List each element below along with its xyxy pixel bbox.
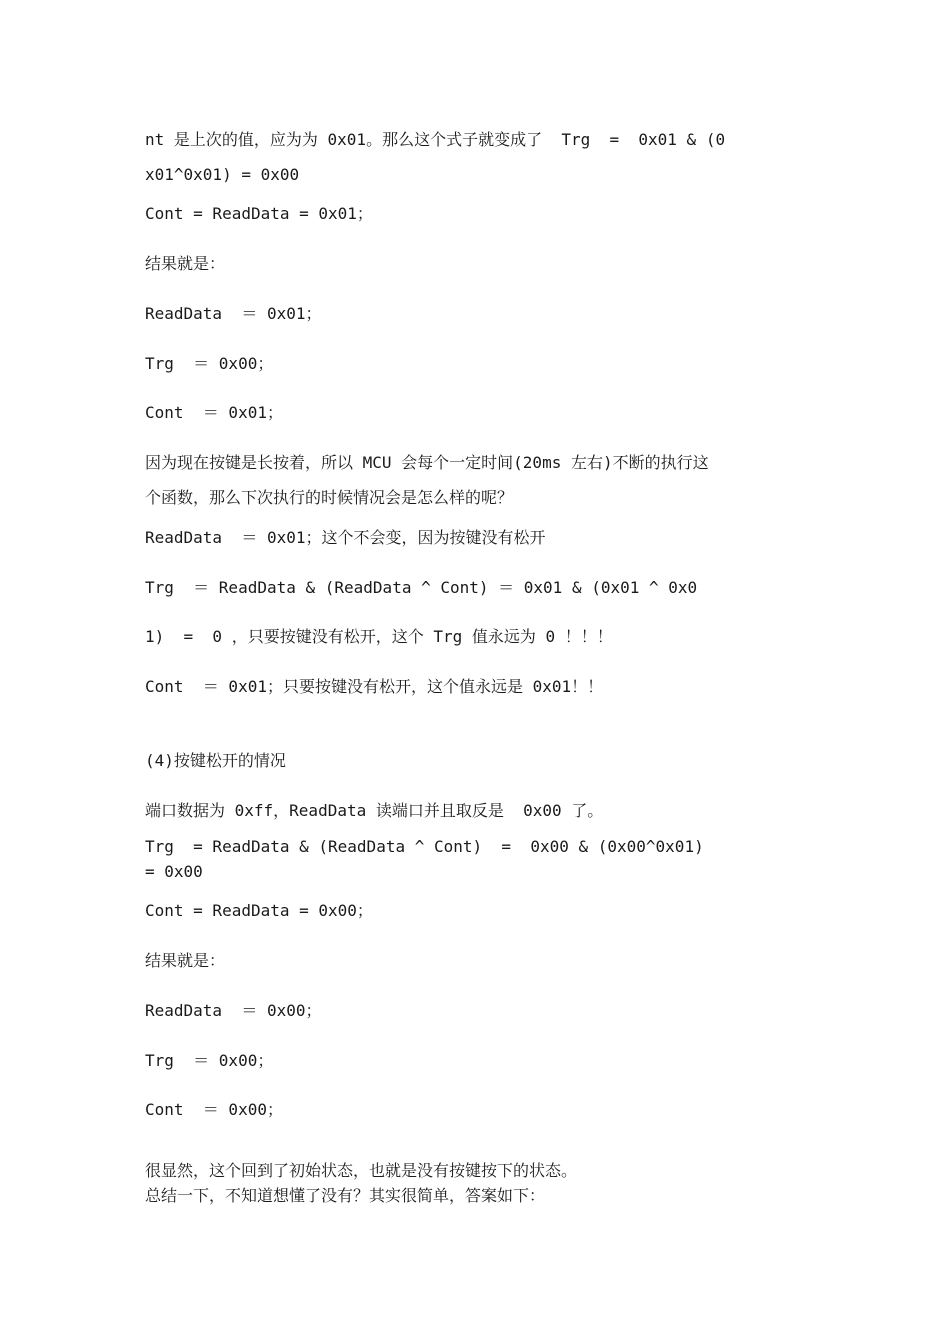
- text-line: 因为现在按键是长按着，所以 MCU 会每个一定时间(20ms 左右)不断的执行这: [145, 453, 709, 472]
- text-line: Cont = ReadData = 0x00；: [145, 901, 373, 920]
- text-line: Cont ＝ 0x00；: [145, 1100, 283, 1119]
- text-line: x01^0x01) = 0x00: [145, 165, 300, 184]
- text-line: 个函数，那么下次执行的时候情况会是怎么样的呢？: [145, 488, 514, 507]
- text-line: Cont ＝ 0x01；: [145, 403, 283, 422]
- section-heading: (4)按键松开的情况: [145, 751, 286, 770]
- text-line: ReadData ＝ 0x00；: [145, 1001, 322, 1020]
- text-line: nt 是上次的值，应为为 0x01。那么这个式子就变成了 Trg = 0x01 & (0: [145, 130, 726, 149]
- text-line: Cont = ReadData = 0x01；: [145, 204, 373, 223]
- text-line: 结果就是：: [145, 254, 226, 273]
- text-line: 很显然，这个回到了初始状态，也就是没有按键按下的状态。: [145, 1161, 578, 1180]
- text-line: 总结一下，不知道想懂了没有？其实很简单，答案如下：: [145, 1186, 546, 1205]
- text-line: = 0x00: [145, 862, 203, 881]
- text-line: 结果就是：: [145, 951, 226, 970]
- text-line: ReadData ＝ 0x01；这个不会变，因为按键没有松开: [145, 528, 546, 547]
- text-line: Cont ＝ 0x01；只要按键没有松开，这个值永远是 0x01！！: [145, 677, 604, 696]
- text-line: 1) = 0 ，只要按键没有松开，这个 Trg 值永远为 0 ！！！: [145, 627, 613, 646]
- text-line: Trg ＝ ReadData & (ReadData ^ Cont) ＝ 0x01 & (0x01 ^ 0x0: [145, 578, 698, 597]
- text-line: 端口数据为 0xff，ReadData 读端口并且取反是 0x00 了。: [145, 801, 604, 820]
- text-line: Trg ＝ 0x00；: [145, 354, 274, 373]
- text-line: ReadData ＝ 0x01；: [145, 304, 322, 323]
- text-line: Trg ＝ 0x00；: [145, 1051, 274, 1070]
- text-line: Trg = ReadData & (ReadData ^ Cont) = 0x00 & (0x00^0x01): [145, 837, 704, 856]
